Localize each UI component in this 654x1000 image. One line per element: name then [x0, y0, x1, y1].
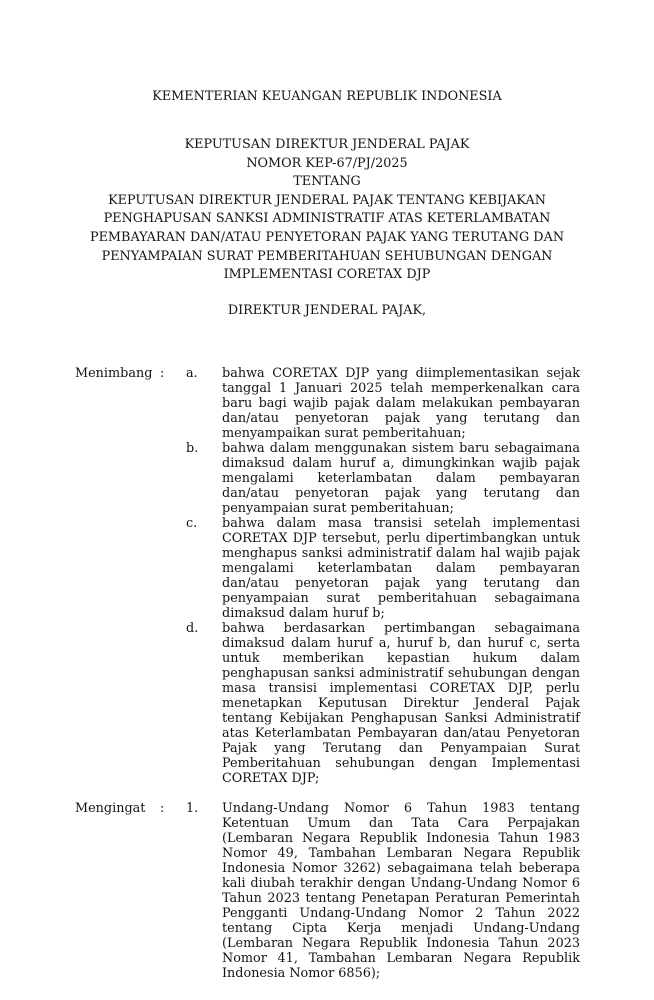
- mengingat-colon: :: [160, 800, 165, 816]
- decree-subject: KEPUTUSAN DIREKTUR JENDERAL PAJAK TENTANG KEBIJAKAN PENGHAPUSAN SANKSI ADMINISTRATIF ATAS KETERLAMBATAN PEMBAYARAN DAN/ATAU PENYETORAN PAJAK YANG TERUTANG DAN PENYAMPAIAN SURAT PEMBERITAHUAN SEHUBUNGAN DENGAN IMPLEMENTASI CORETAX DJP: [89, 192, 565, 283]
- decree-title-block: [0, 136, 654, 285]
- mengingat-label: Mengingat: [75, 800, 146, 816]
- issuer-line: DIREKTUR JENDERAL PAJAK,: [227, 302, 427, 318]
- menimbang-item-d-marker: d.: [186, 620, 199, 636]
- menimbang-label: Menimbang: [75, 365, 153, 381]
- menimbang-item-b-text: bahwa dalam menggunakan sistem baru sebagaimana dimaksud dalam huruf a, dimungkinkan wajib pajak mengalami keterlambatan dalam pembayaran dan/atau penyetoran pajak yang terutang dan penyampaian surat pemberitahuan;: [222, 440, 580, 516]
- menimbang-item-c-marker: c.: [186, 515, 198, 531]
- ministry-header: KEMENTERIAN KEUANGAN REPUBLIK INDONESIA: [152, 89, 502, 104]
- decree-title: KEPUTUSAN DIREKTUR JENDERAL PAJAK: [184, 137, 470, 152]
- mengingat-item-1-marker: 1.: [186, 800, 199, 816]
- section-menimbang: [0, 366, 654, 786]
- menimbang-item-b-marker: b.: [186, 440, 199, 456]
- menimbang-colon: :: [160, 365, 165, 381]
- menimbang-item-a-text: bahwa CORETAX DJP yang diimplementasikan sejak tanggal 1 Januari 2025 telah memperkenalkan cara baru bagi wajib pajak dalam melakukan pembayaran dan/atau penyetoran pajak yang terutang dan menyampaikan surat pemberitahuan;: [222, 365, 580, 441]
- mengingat-item-1-text: Undang-Undang Nomor 6 Tahun 1983 tentang Ketentuan Umum dan Tata Cara Perpajakan (Lembaran Negara Republik Indonesia Tahun 1983 Nomor 49, Tambahan Lembaran Negara Republik Indonesia Nomor 3262) sebagaimana telah beberapa kali diubah terakhir dengan Undang-Undang Nomor 6 Tahun 2023 tentang Penetapan Peraturan Pemerintah Pengganti Undang-Undang Nomor 2 Tahun 2022 tentang Cipta Kerja menjadi Undang-Undang (Lembaran Negara Republik Indonesia Tahun 2023 Nomor 41, Tambahan Lembaran Negara Republik Indonesia Nomor 6856);: [222, 800, 580, 981]
- menimbang-item-c-text: bahwa dalam masa transisi setelah implementasi CORETAX DJP tersebut, perlu dipertimbangkan untuk menghapus sanksi administratif dalam hal wajib pajak mengalami keterlambatan dalam pembayaran dan/atau penyetoran pajak yang terutang dan penyampaian surat pemberitahuan sebagaimana dimaksud dalam huruf b;: [222, 515, 580, 621]
- menimbang-item-d-text: bahwa berdasarkan pertimbangan sebagaimana dimaksud dalam huruf a, huruf b, dan huruf c, serta untuk memberikan kepastian hukum dalam penghapusan sanksi administratif sehubungan dengan masa transisi implementasi CORETAX DJP, perlu menetapkan Keputusan Direktur Jenderal Pajak tentang Kebijakan Penghapusan Sanksi Administratif atas Keterlambatan Pembayaran dan/atau Penyetoran Pajak yang Terutang dan Penyampaian Surat Pemberitahuan sehubungan dengan Implementasi CORETAX DJP;: [222, 620, 580, 786]
- menimbang-item-a-marker: a.: [186, 365, 198, 381]
- section-mengingat: [0, 801, 654, 981]
- tentang-label: TENTANG: [293, 174, 361, 190]
- decree-number: NOMOR KEP-67/PJ/2025: [246, 155, 408, 171]
